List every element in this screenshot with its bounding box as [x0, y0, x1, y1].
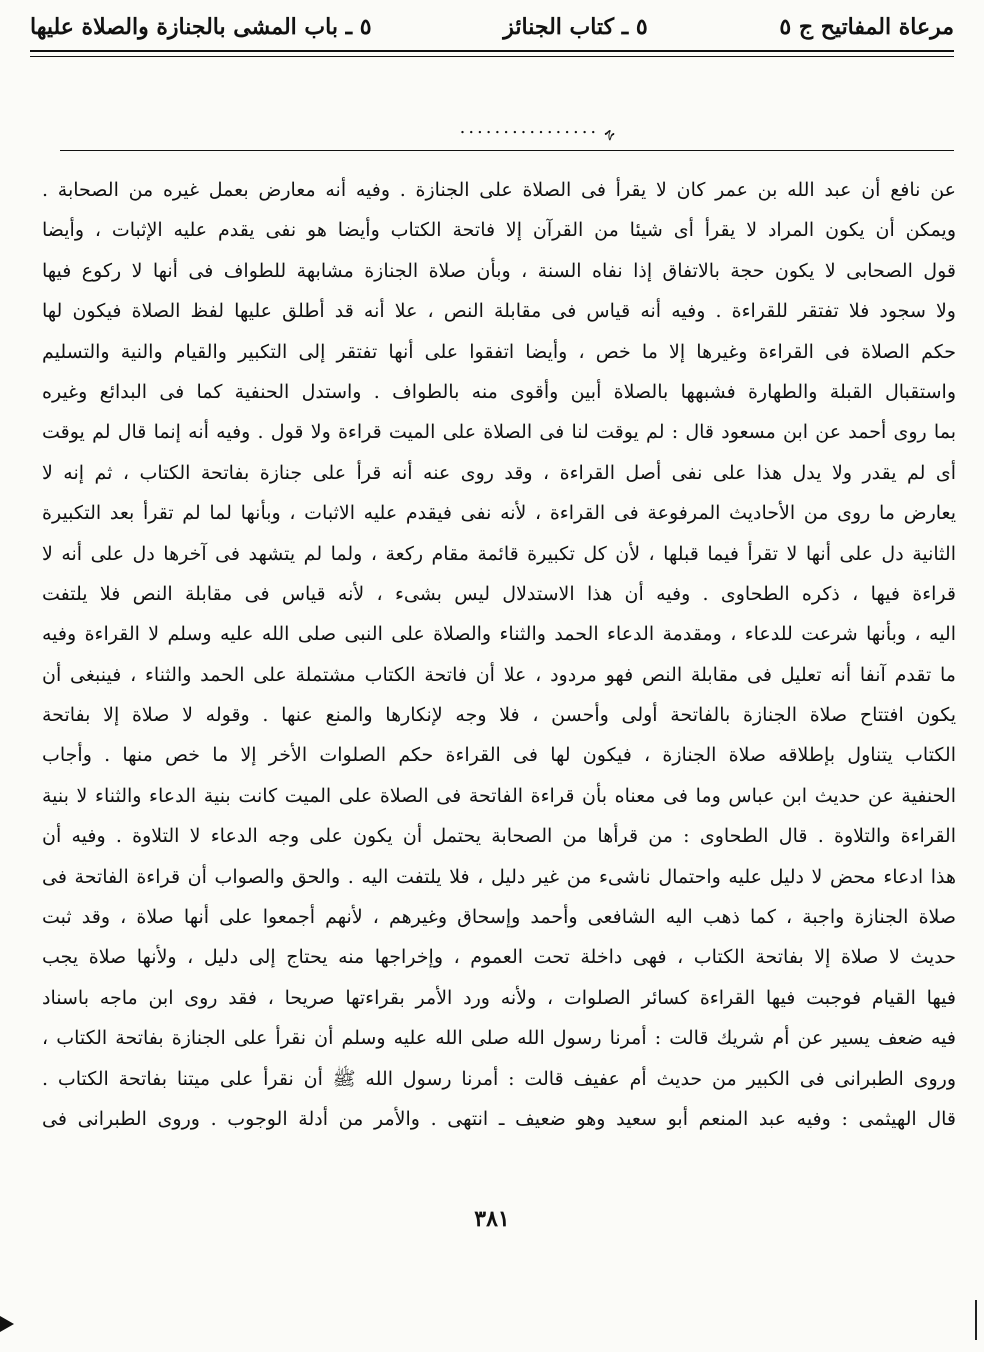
running-header — [30, 10, 954, 44]
text-line: يعارض ما روى من الأحاديث المرفوعة فى القراءة ، لأنه نفى فيقدم عليه الاثبات ، وبأنها لما لم تقرأ بعد التكبيرة — [42, 502, 956, 525]
text-line: حكم الصلاة فى القراءة وغيرها إلا ما خص ، وأيضا اتفقوا على أنها تفتقر إلى التكبير والقيام والنية والتسليم — [42, 340, 956, 363]
section-ornament — [394, 112, 614, 142]
ornament-glyph: ﮩ — [605, 111, 614, 142]
header-book-section: ٥ ـ كتاب الجنائز — [503, 14, 648, 40]
text-line: اليه ، وبأنها شرعت للدعاء ، ومقدمة الدعاء الحمد والثناء والصلاة على النبى صلى الله عليه وسلم لا القراءة وفيه — [42, 623, 956, 646]
text-line: واستقبال القبلة والطهارة فشبهها بالصلاة أبين وأقوى منه بالطواف . واستدل الحنفية كما فى البدائع وغيره — [42, 380, 956, 403]
text-line: ما تقدم آنفا أنه تعليل فى مقابلة النص فهو مردود ، علا أن فاتحة الكتاب مشتملة على الحمد والثناء ، فينبغى أن — [42, 663, 956, 686]
text-line: وروى الطبرانى فى الكبير من حديث أم عفيف قالت : أمرنا رسول الله ﷺ أن نقرأ على ميتنا بفاتحة الكتاب . — [42, 1067, 956, 1090]
ornament-dots: ................ — [459, 116, 600, 138]
text-line: القراءة والتلاوة . قال الطحاوى : من قرأها من الصحابة يحتمل أن يكون على وجه الدعاء لا التلاوة . وفيه أن — [42, 825, 956, 848]
text-line: الحنفية عن حديث ابن عباس وما فى معناه بأن قراءة الفاتحة فى الصلاة على الميت كانت بنية الدعاء والثناء لا بنية — [42, 784, 956, 807]
text-line: ويمكن أن يكون المراد لا يقرأ أى شيئا من القرآن إلا فاتحة الكتاب وأيضا هو نفى يقدم عليه الإثبات ، وأيضا — [42, 219, 956, 242]
text-line: قال الهيثمى : وفيه عبد المنعم أبو سعيد وهو ضعيف ـ انتهى . والأمر من أدلة الوجوب . وروى الطبرانى فى — [42, 1107, 956, 1130]
scan-edge-line — [975, 1300, 983, 1340]
header-double-rule — [30, 50, 954, 57]
text-line: قول الصحابى لا يكون حجة بالاتفاق إذا نفاه السنة ، وبأن صلاة الجنازة مشابهة للطواف فى أنها لا ركوع فيها — [42, 259, 956, 282]
text-line: أى لم يقدر ولا يدل هذا على نفى أصل القراءة ، وقد روى عنه أنه قرأ على جنازة بفاتحة الكتاب ، ثم إنه لا — [42, 461, 956, 484]
text-line: ولا سجود فلا تفتقر للقراءة . وفيه أنه قياس فى مقابلة النص ، علا أنه قد أطلق عليها لفظ الصلاة فيكون لها — [42, 300, 956, 323]
text-line: الثانية دل على أنها لا تقرأ فيما قبلها ، لأن كل تكبيرة قائمة مقام ركعة ، ولما لم يتشهد فى آخرها دل على أنه لا — [42, 542, 956, 565]
text-line: عن نافع أن عبد الله بن عمر كان لا يقرأ فى الصلاة على الجنازة . وفيه أنه معارض بعمل غيره من الصحابة . — [42, 179, 956, 201]
header-chapter-title: ٥ ـ باب المشى بالجنازة والصلاة عليها — [30, 14, 372, 40]
page-number: ٣٨١ — [474, 1206, 510, 1232]
text-line: فيه ضعف يسير عن أم شريك قالت : أمرنا رسول الله صلى الله عليه وسلم أن نقرأ على الجنازة بفاتحة الكتاب ، — [42, 1027, 956, 1050]
scan-edge-mark — [0, 1316, 14, 1332]
header-book-title: مرعاة المفاتيح ج ٥ — [779, 14, 954, 40]
text-line: فيها القيام فوجبت فيها القراءة كسائر الصلوات ، ولأنه ورد الأمر بقراءتها صريحا ، فقد روى ابن ماجه باسناد — [42, 986, 956, 1009]
text-line: صلاة الجنازة واجبة ، كما ذهب اليه الشافعى وأحمد وإسحاق وغيرهم ، لأنهم أجمعوا على أنها صلاة ، وقد ثبت — [42, 906, 956, 929]
text-line: قراءة فيها ، ذكره الطحاوى . وفيه أن هذا الاستدلال ليس بشىء ، لأنه قياس فى مقابلة النص فلا يلتفت — [42, 582, 956, 605]
text-line: بما روى أحمد عن ابن مسعود قال : لم يوقت لنا فى الصلاة على الميت قراءة ولا قول . وفيه أنه إنما قال لم يوقت — [42, 421, 956, 444]
commentary-text — [42, 170, 956, 1139]
text-line: الكتاب يتناول بإطلاقه صلاة الجنازة ، فيكون لها فى القراءة حكم الصلوات الأخر إلا ما خص منها . وأجاب — [42, 744, 956, 767]
commentary-separator-rule — [60, 150, 954, 151]
text-line: حديث لا صلاة إلا بفاتحة الكتاب ، فهى داخلة تحت العموم ، وإخراجها منه يحتاج إلى دليل ، ولأنها صلاة يجب — [42, 946, 956, 969]
text-line: هذا ادعاء محض لا دليل عليه واحتمال ناشىء من غير دليل ، فلا يلتفت اليه . والحق والصواب أن قراءة الفاتحة فى — [42, 865, 956, 888]
text-line: يكون افتتاح صلاة الجنازة بالفاتحة أولى وأحسن ، فلا وجه لإنكارها والمنع عنها . وقوله لا صلاة إلا بفاتحة — [42, 704, 956, 727]
